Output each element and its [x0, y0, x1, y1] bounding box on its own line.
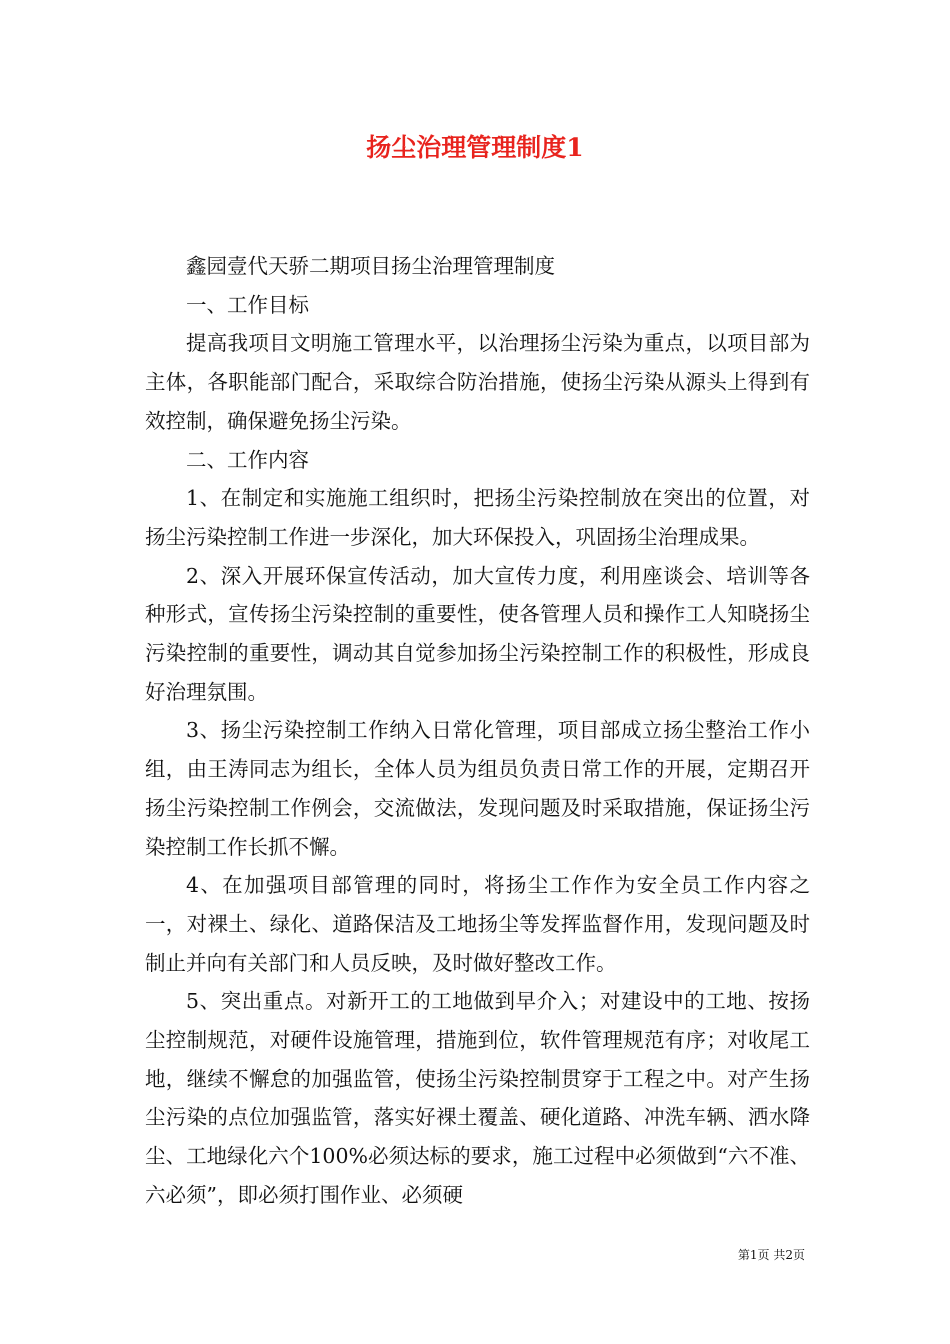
project-heading: 鑫园壹代天骄二期项目扬尘治理管理制度 [186, 254, 555, 278]
paragraph-item-1: 1、在制定和实施施工组织时，把扬尘污染控制放在突出的位置，对扬尘污染控制工作进一步深化，加大环保投入，巩固扬尘治理成果。 [145, 486, 810, 549]
paragraph-item-3: 3、扬尘污染控制工作纳入日常化管理，项目部成立扬尘整治工作小组，由王涛同志为组长，全体人员为组员负责日常工作的开展，定期召开扬尘污染控制工作例会，交流做法，发现问题及时采取措施，保证扬尘污染控制工作长抓不懈。 [145, 718, 810, 859]
paragraph-item-4: 4、在加强项目部管理的同时，将扬尘工作作为安全员工作内容之一，对裸土、绿化、道路保洁及工地扬尘等发挥监督作用，发现问题及时制止并向有关部门和人员反映，及时做好整改工作。 [145, 873, 810, 975]
paragraph-goal: 提高我项目文明施工管理水平，以治理扬尘污染为重点，以项目部为主体，各职能部门配合，采取综合防治措施，使扬尘污染从源头上得到有效控制，确保避免扬尘污染。 [145, 331, 810, 433]
document-title: 扬尘治理管理制度1 [366, 133, 584, 162]
paragraph-item-5: 5、突出重点。对新开工的工地做到早介入；对建设中的工地、按扬尘控制规范，对硬件设施管理，措施到位，软件管理规范有序；对收尾工地，继续不懈怠的加强监管，使扬尘污染控制贯穿于工程之中。对产生扬尘污染的点位加强监管，落实好裸土覆盖、硬化道路、冲洗车辆、洒水降尘、工地绿化六个100%必须达标的要求，施工过程中必须做到“六不准、六必须”，即必须打围作业、必须硬 [145, 989, 810, 1207]
document-body [145, 247, 810, 1215]
section-heading-goal: 一、工作目标 [186, 292, 309, 317]
section-heading-content: 二、工作内容 [186, 447, 309, 472]
page-number: 第1页 共2页 [737, 1248, 805, 1262]
paragraph-item-2: 2、深入开展环保宣传活动，加大宣传力度，利用座谈会、培训等各种形式，宣传扬尘污染控制的重要性，使各管理人员和操作工人知晓扬尘污染控制的重要性，调动其自觉参加扬尘污染控制工作的积极性，形成良好治理氛围。 [145, 563, 810, 704]
